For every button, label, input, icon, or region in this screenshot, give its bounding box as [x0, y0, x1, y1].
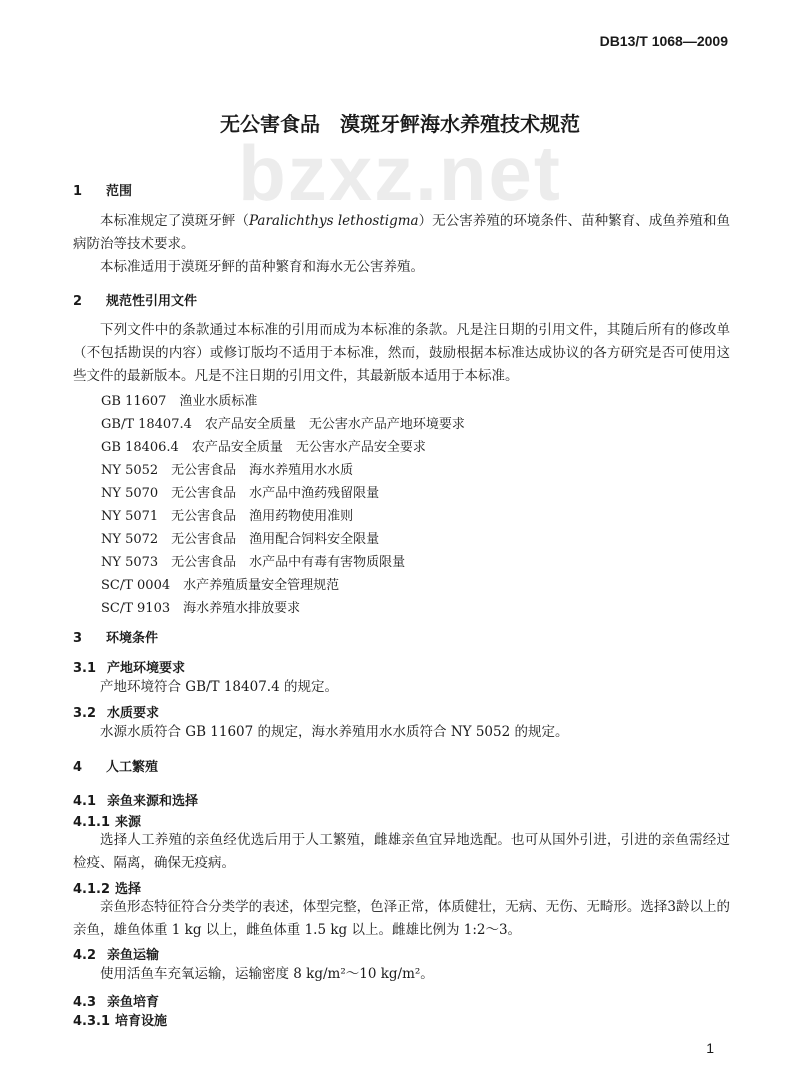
- section-4-3-heading: [73, 991, 159, 1010]
- section-number: 4.3: [73, 995, 97, 1010]
- standard-code: DB13/T 1068—2009: [599, 33, 728, 49]
- scope-text-post: ）无公害养殖的环境条件、苗种繁育、成鱼养殖和鱼病防治等技术要求。: [73, 213, 730, 252]
- section-title: 规范性引用文件: [106, 294, 198, 309]
- section-title: 人工繁殖: [106, 760, 159, 775]
- reference-item: NY 5070 无公害食品 水产品中渔药残留限量: [101, 486, 380, 501]
- section-1-heading: [73, 180, 132, 199]
- section-title: 亲鱼来源和选择: [107, 794, 199, 809]
- section-4-1-2-text: 亲鱼形态特征符合分类学的表述，体型完整，色泽正常，体质健壮，无病、无伤、无畸形。选择3龄以上的亲鱼，雄鱼体重 1 kg 以上，雌鱼体重 1.5 kg 以上。雌雄比例为 1:2～3。: [73, 899, 730, 938]
- section-number: 3: [73, 631, 83, 646]
- section-title: 水质要求: [107, 706, 160, 721]
- section-number: 4.2: [73, 948, 97, 963]
- section-4-1-1-heading: [73, 811, 141, 830]
- scientific-name: Paralichthys lethostigma: [248, 213, 419, 229]
- section-3-1-text: 产地环境符合 GB/T 18407.4 的规定。: [100, 679, 338, 695]
- section-title: 亲鱼培育: [107, 995, 160, 1010]
- reference-item: SC/T 9103 海水养殖水排放要求: [101, 601, 301, 616]
- section-4-3-1-heading: [73, 1010, 167, 1029]
- watermark: bzxz.net: [238, 129, 562, 217]
- section-number: 4.3.1: [73, 1014, 111, 1029]
- reference-item: NY 5072 无公害食品 渔用配合饲料安全限量: [101, 532, 380, 547]
- section-number: 2: [73, 294, 83, 309]
- section-4-2-text: 使用活鱼车充氧运输，运输密度 8 kg/m²～10 kg/m²。: [100, 966, 434, 982]
- reference-item: GB 18406.4 农产品安全质量 无公害水产品安全要求: [101, 440, 426, 455]
- section-number: 4.1.2: [73, 882, 111, 897]
- section-number: 3.1: [73, 661, 97, 676]
- section-1-paragraph-2: 本标准适用于漠斑牙鲆的苗种繁育和海水无公害养殖。: [100, 259, 424, 275]
- section-4-heading: [73, 756, 158, 775]
- section-number: 3.2: [73, 706, 97, 721]
- section-2-heading: [73, 290, 197, 309]
- reference-item: NY 5073 无公害食品 水产品中有毒有害物质限量: [101, 555, 406, 570]
- section-4-1-heading: [73, 790, 198, 809]
- reference-item: NY 5071 无公害食品 渔用药物使用准则: [101, 509, 354, 524]
- section-title: 选择: [115, 882, 142, 897]
- section-3-heading: [73, 627, 158, 646]
- section-3-2-text: 水源水质符合 GB 11607 的规定，海水养殖用水水质符合 NY 5052 的规定。: [100, 724, 569, 740]
- reference-item: NY 5052 无公害食品 海水养殖用水水质: [101, 463, 354, 478]
- section-4-2-heading: [73, 944, 159, 963]
- section-3-2-heading: [73, 702, 159, 721]
- document-title: 无公害食品 漠斑牙鲆海水养殖技术规范: [220, 112, 580, 136]
- reference-item: GB/T 18407.4 农产品安全质量 无公害水产品产地环境要求: [101, 417, 465, 432]
- reference-item: SC/T 0004 水产养殖质量安全管理规范: [101, 578, 340, 593]
- page-number: 1: [706, 1040, 714, 1056]
- section-title: 来源: [115, 815, 142, 830]
- scope-text-pre: 本标准规定了漠斑牙鲆（: [100, 213, 249, 229]
- section-number: 4: [73, 760, 83, 775]
- section-title: 产地环境要求: [107, 661, 186, 676]
- section-2-intro: 下列文件中的条款通过本标准的引用而成为本标准的条款。凡是注日期的引用文件，其随后所有的修改单（不包括勘误的内容）或修订版均不适用于本标准，然而，鼓励根据本标准达成协议的各方研究是否可使用这些文件的最新版本。凡是不注日期的引用文件，其最新版本适用于本标准。: [73, 322, 730, 384]
- section-3-1-heading: [73, 657, 185, 676]
- section-title: 亲鱼运输: [107, 948, 160, 963]
- section-number: 1: [73, 184, 83, 199]
- section-number: 4.1.1: [73, 815, 111, 830]
- section-number: 4.1: [73, 794, 97, 809]
- section-4-1-2-heading: [73, 878, 141, 897]
- section-1-paragraph-1: [73, 210, 730, 256]
- section-title: 培育设施: [115, 1014, 168, 1029]
- reference-item: GB 11607 渔业水质标准: [101, 394, 258, 409]
- section-title: 环境条件: [106, 631, 159, 646]
- section-4-1-1-text: 选择人工养殖的亲鱼经优选后用于人工繁殖，雌雄亲鱼宜异地选配。也可从国外引进，引进的亲鱼需经过检疫、隔离，确保无疫病。: [73, 832, 730, 871]
- section-title: 范围: [106, 184, 133, 199]
